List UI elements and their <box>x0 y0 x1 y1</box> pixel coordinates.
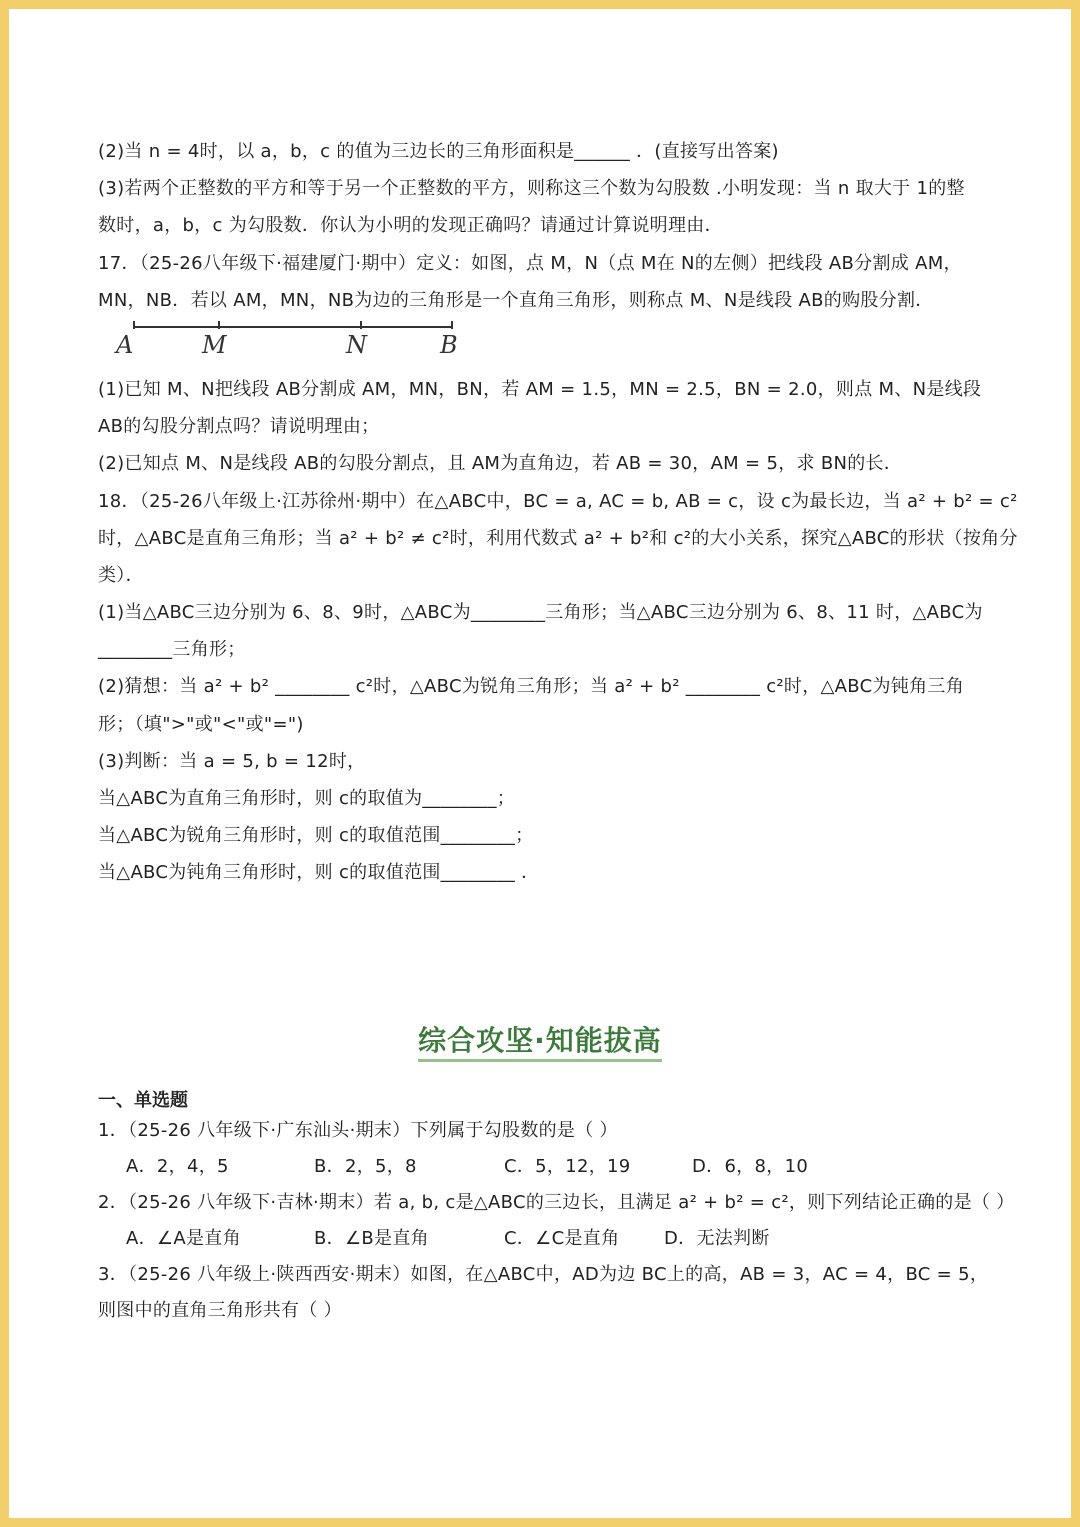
text-line: 当△ABC为钝角三角形时，则 c的取值范围________ ． <box>98 862 540 884</box>
segment-diagram <box>98 321 998 367</box>
problem-18-line: 类）． <box>98 564 144 586</box>
question-3-line: 则图中的直角三角形共有（ ） <box>98 1300 342 1321</box>
point-label-b: B <box>440 330 458 359</box>
option-a: A．∠A是直角 <box>126 1228 241 1249</box>
problem-18-line: 18．（25-26八年级上·江苏徐州·期中）在△ABC中，BC = a, AC = b, AB = c，设 c为最长边，当 a² + b² = c² <box>98 490 1018 512</box>
question-1-stem: 1．（25-26 八年级下·广东汕头·期末）下列属于勾股数的是（ ） <box>98 1120 618 1141</box>
text-line: (2)猜想：当 a² + b² ________ c²时，△ABC为锐角三角形；当 a² + b² ________ c²时，△ABC为钝角三角 <box>98 676 964 698</box>
problem-17-line: 17．（25-26八年级下·福建厦门·期中）定义：如图，点 M，N（点 M在 N的左侧）把线段 AB分割成 AM， <box>98 252 962 274</box>
option-d: D．无法判断 <box>664 1228 770 1249</box>
point-label-n: N <box>346 330 367 359</box>
text-line: 形；（填">"或"<"或"=") <box>98 713 304 735</box>
option-c: C．∠C是直角 <box>504 1228 620 1249</box>
text-line: 当△ABC为锐角三角形时，则 c的取值范围________； <box>98 825 534 847</box>
point-label-a: A <box>116 330 134 359</box>
exercise-body <box>98 133 1018 892</box>
document-page <box>9 9 1071 1518</box>
question-2-options <box>98 1221 1038 1257</box>
text-line: (3)若两个正整数的平方和等于另一个正整数的平方，则称这三个数为勾股数 .小明发现：当 n 取大于 1的整 <box>98 178 965 200</box>
text-line: (1)当△ABC三边分别为 6、8、9时，△ABC为________三角形；当△ABC三边分别为 6、8、11 时，△ABC为 <box>98 602 983 624</box>
option-b: B．2，5，8 <box>314 1156 417 1177</box>
section-title <box>9 1019 1071 1059</box>
text-line: (2)当 n = 4时，以 a，b，c 的值为三边长的三角形面积是______ ．(直接写出答案) <box>98 141 779 162</box>
text-line: ________三角形； <box>98 639 246 661</box>
option-b: B．∠B是直角 <box>314 1228 429 1249</box>
group-heading: 一、单选题 <box>98 1090 188 1111</box>
text-line: (3)判断：当 a = 5, b = 12时， <box>98 750 366 772</box>
question-3-line: 3．（25-26 八年级上·陕西西安·期末）如图，在△ABC中，AD为边 BC上的高，AB = 3，AC = 4，BC = 5， <box>98 1264 989 1285</box>
problem-18-line: 时，△ABC是直角三角形；当 a² + b² ≠ c²时，利用代数式 a² + b²和 c²的大小关系，探究△ABC的形状（按角分 <box>98 527 1018 549</box>
option-d: D．6，8，10 <box>692 1156 809 1177</box>
segment-line <box>112 321 452 335</box>
section-title-text: 综合攻坚·知能拔高 <box>418 1024 662 1062</box>
text-line: AB的勾股分割点吗？请说明理由； <box>98 416 380 438</box>
option-c: C．5，12，19 <box>504 1156 631 1177</box>
question-1-options <box>98 1149 1038 1185</box>
option-a: A．2，4，5 <box>126 1156 229 1177</box>
problem-17-line: MN，NB．若以 AM，MN，NB为边的三角形是一个直角三角形，则称点 M、N是线段 AB的购股分割． <box>98 289 934 311</box>
text-line: (1)已知 M、N把线段 AB分割成 AM，MN，BN，若 AM = 1.5，MN = 2.5，BN = 2.0，则点 M、N是线段 <box>98 378 982 400</box>
question-2-stem: 2．（25-26 八年级下·吉林·期末）若 a, b, c是△ABC的三边长，且满足 a² + b² = c²，则下列结论正确的是（ ） <box>98 1192 1015 1213</box>
multiple-choice-section <box>98 1089 1038 1329</box>
text-line: (2)已知点 M、N是线段 AB的勾股分割点，且 AM为直角边，若 AB = 30，AM = 5，求 BN的长． <box>98 453 903 475</box>
text-line: 当△ABC为直角三角形时，则 c的取值为________； <box>98 788 516 809</box>
point-label-m: M <box>202 330 227 359</box>
text-line: 数时，a，b，c 为勾股数．你认为小明的发现正确吗？请通过计算说明理由． <box>98 215 723 237</box>
